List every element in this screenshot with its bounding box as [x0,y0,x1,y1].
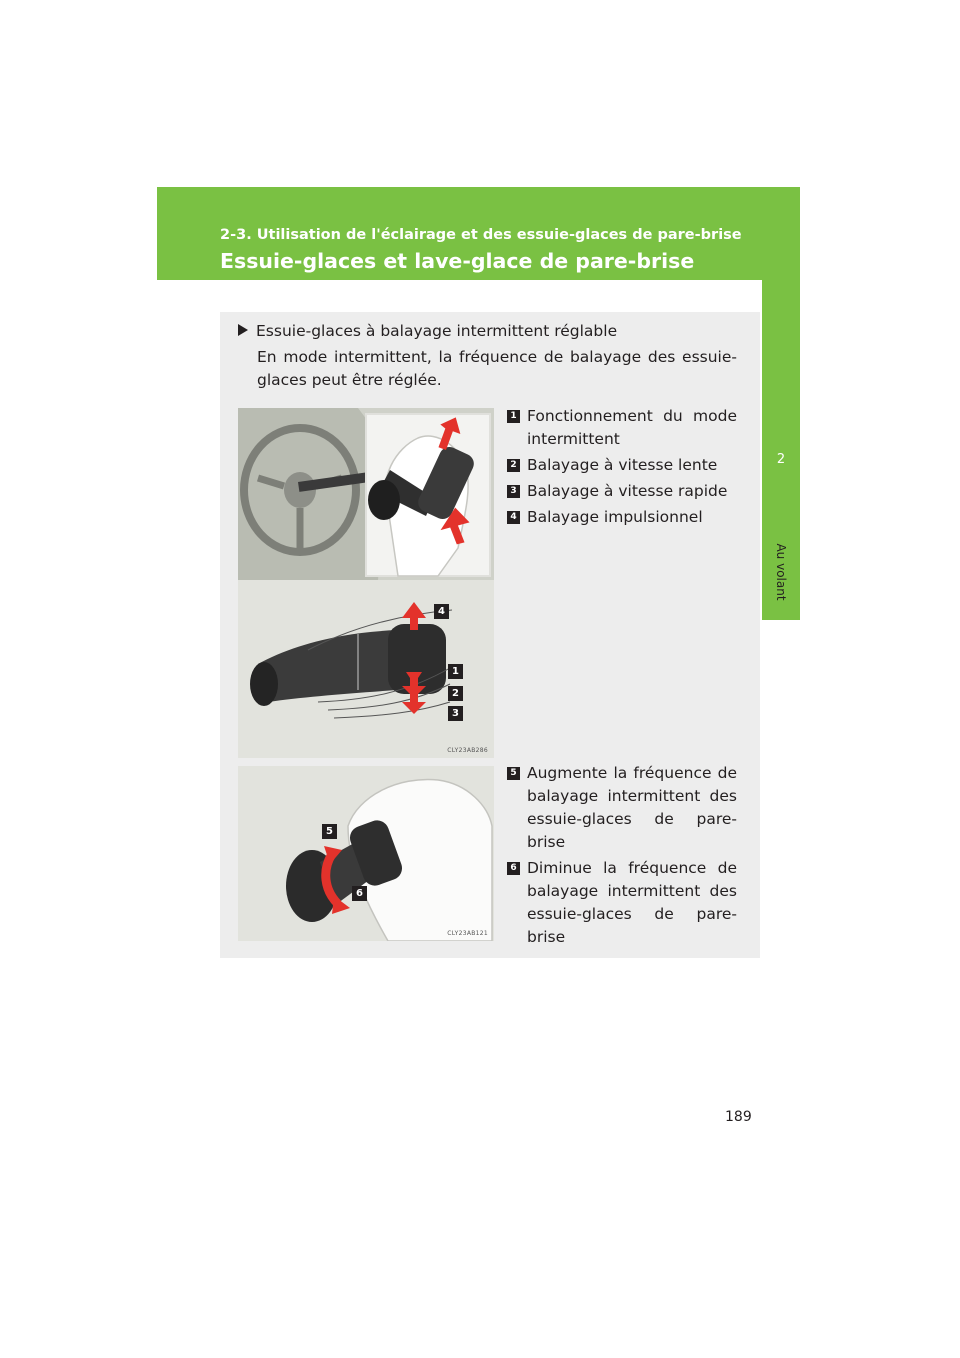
lever-positions-list [507,405,737,532]
item-text: Fonctionnement du mode intermittent [527,407,737,448]
bullet-heading [238,322,617,340]
lever-figure-code: CLY23AB286 [447,747,488,754]
page-title: Essuie-glaces et lave-glace de pare-brise [220,249,695,273]
list-item [507,405,737,451]
item-number: 3 [507,485,520,498]
dashboard-illustration [238,408,494,580]
page-number: 189 [725,1109,752,1125]
item-text: Balayage à vitesse rapide [527,482,728,500]
ring-functions-list [507,762,737,952]
lever-figure [238,580,494,758]
item-number: 1 [507,410,520,423]
section-title: 2-3. Utilisation de l'éclairage et des essuie-glaces de pare-brise [220,227,742,243]
ring-illustration [238,766,494,941]
intro-paragraph: En mode intermittent, la fréquence de balayage des essuie-glaces peut être réglée. [257,348,737,389]
item-number: 4 [507,511,520,524]
ring-label-6: 6 [352,886,367,901]
content-panel [220,312,760,958]
chapter-number: 2 [776,452,786,467]
chapter-side-tab [762,280,800,620]
item-text: Diminue la fréquence de balayage intermittent des essuie-glaces de pare-brise [527,859,737,946]
item-number: 6 [507,862,520,875]
item-text: Augmente la fréquence de balayage intermittent des essuie-glaces de pare-brise [527,764,737,851]
chapter-label-text: Au volant [774,543,788,601]
list-item [507,506,737,529]
ring-figure [238,766,494,941]
item-number: 2 [507,459,520,472]
dashboard-figure [238,408,494,580]
bullet-heading-text: Essuie-glaces à balayage intermittent réglable [256,322,618,340]
lever-label-2: 2 [448,686,463,701]
list-item [507,857,737,949]
chapter-header [157,187,800,280]
item-number: 5 [507,767,520,780]
lever-label-1: 1 [448,664,463,679]
lever-label-3: 3 [448,706,463,721]
list-item [507,480,737,503]
ring-label-5: 5 [322,824,337,839]
triangle-bullet-icon [238,324,248,336]
item-text: Balayage à vitesse lente [527,456,718,474]
list-item [507,762,737,854]
chapter-label [774,542,788,602]
lever-label-4: 4 [434,604,449,619]
item-text: Balayage impulsionnel [527,508,703,526]
ring-figure-code: CLY23AB121 [447,930,488,937]
list-item [507,454,737,477]
